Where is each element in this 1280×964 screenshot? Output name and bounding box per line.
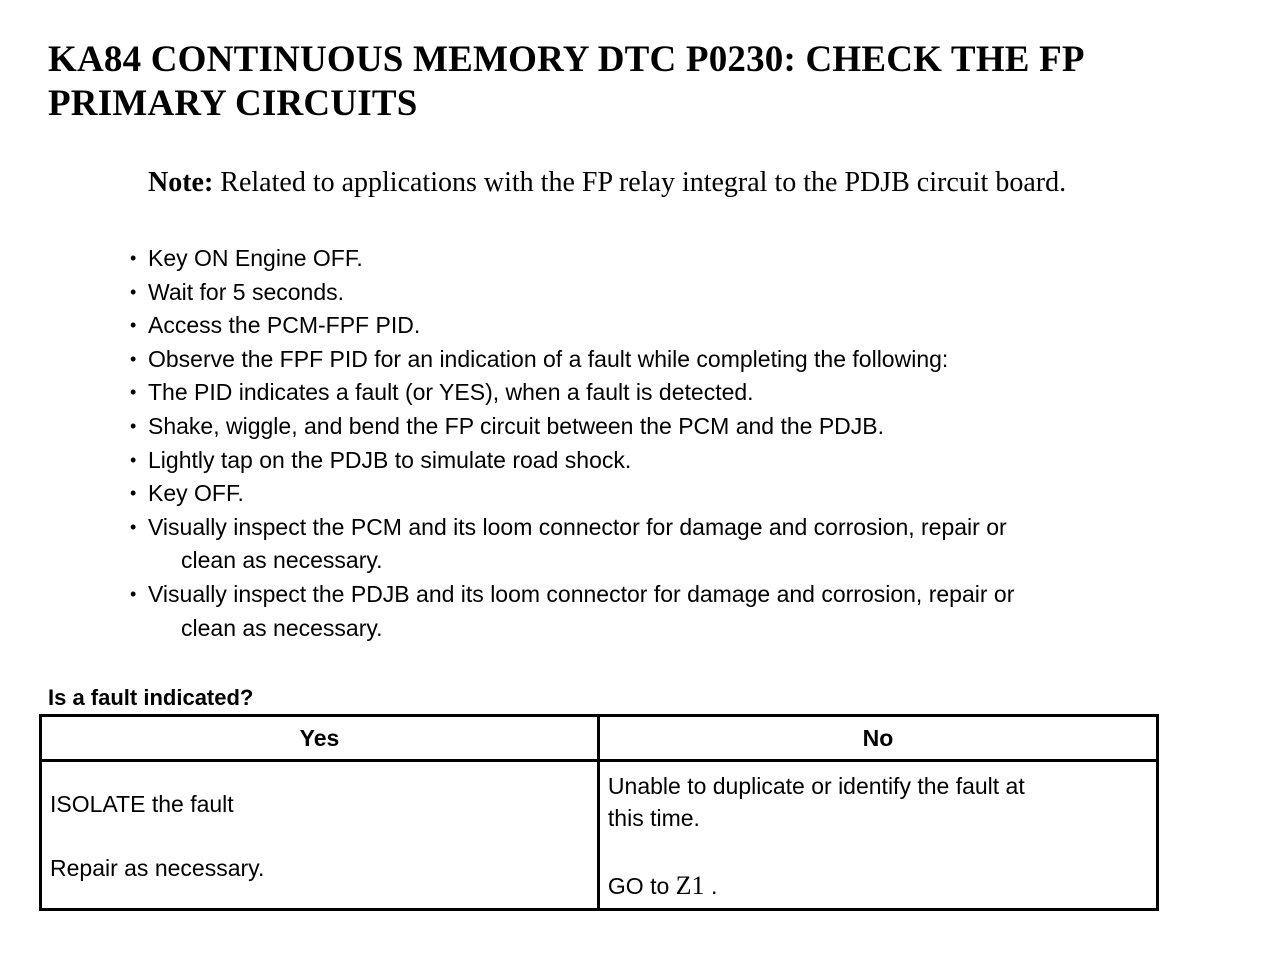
no-text-line-1: Unable to duplicate or identify the fault at [607,773,1025,799]
bullet-icon: • [130,382,137,403]
goto-prefix: GO to [607,873,676,899]
step-item [130,511,1250,578]
note-text: Related to applications with the FP relay integral to the PDJB circuit board. [213,167,1067,198]
note-label: Note: [148,167,214,198]
step-item [130,477,1250,511]
step-text: Access the PCM-FPF PID. [148,312,421,339]
yes-cell [41,761,599,910]
procedure-steps [130,242,1250,645]
step-item [130,276,1250,310]
table-header-row [41,716,1158,761]
goto-instruction [608,870,1148,902]
step-text: Lightly tap on the PDJB to simulate road shock. [148,446,632,473]
header-yes: Yes [41,716,599,761]
step-item [130,343,1250,377]
header-no: No [598,716,1157,761]
table-row [41,761,1158,910]
bullet-icon: • [130,248,137,268]
step-item [130,242,1250,276]
step-text: Observe the FPF PID for an indication of a fault while completing the following: [148,345,949,372]
bullet-icon: • [130,281,137,302]
bullet-icon: • [130,449,137,470]
yes-repair: Repair as necessary. [50,855,265,881]
step-item [130,376,1250,410]
bullet-icon: • [130,348,137,369]
step-text: Wait for 5 seconds. [148,278,345,305]
bullet-icon: • [130,483,137,504]
step-text-continuation: clean as necessary. [181,547,383,574]
page-title: KA84 CONTINUOUS MEMORY DTC P0230: CHECK THE FP PRIMARY CIRCUITS [48,39,1083,124]
question: Is a fault indicated? [48,685,254,710]
step-item [130,578,1250,645]
step-text: The PID indicates a fault (or YES), when a fault is detected. [148,379,754,406]
step-text: Key ON Engine OFF. [148,245,363,271]
goto-link[interactable]: Z1 [675,871,705,900]
step-item [130,444,1250,478]
yes-action: ISOLATE the fault [50,791,234,817]
bullet-icon: • [130,583,137,604]
bullet-icon: • [130,516,137,537]
bullet-icon: • [130,415,137,436]
bullet-icon: • [130,315,137,336]
step-item [130,309,1250,343]
no-text-line-2: this time. [607,805,700,831]
goto-suffix: . [704,873,718,899]
step-text: Shake, wiggle, and bend the FP circuit between the PCM and the PDJB. [148,412,884,439]
result-table [39,714,1159,911]
step-text: Key OFF. [148,480,244,507]
step-text: Visually inspect the PCM and its loom connector for damage and corrosion, repair or [148,513,1007,540]
step-item [130,410,1250,444]
step-text: Visually inspect the PDJB and its loom connector for damage and corrosion, repair or [148,580,1015,607]
step-text-continuation: clean as necessary. [181,614,383,641]
no-cell [598,761,1157,910]
note [148,166,1268,200]
